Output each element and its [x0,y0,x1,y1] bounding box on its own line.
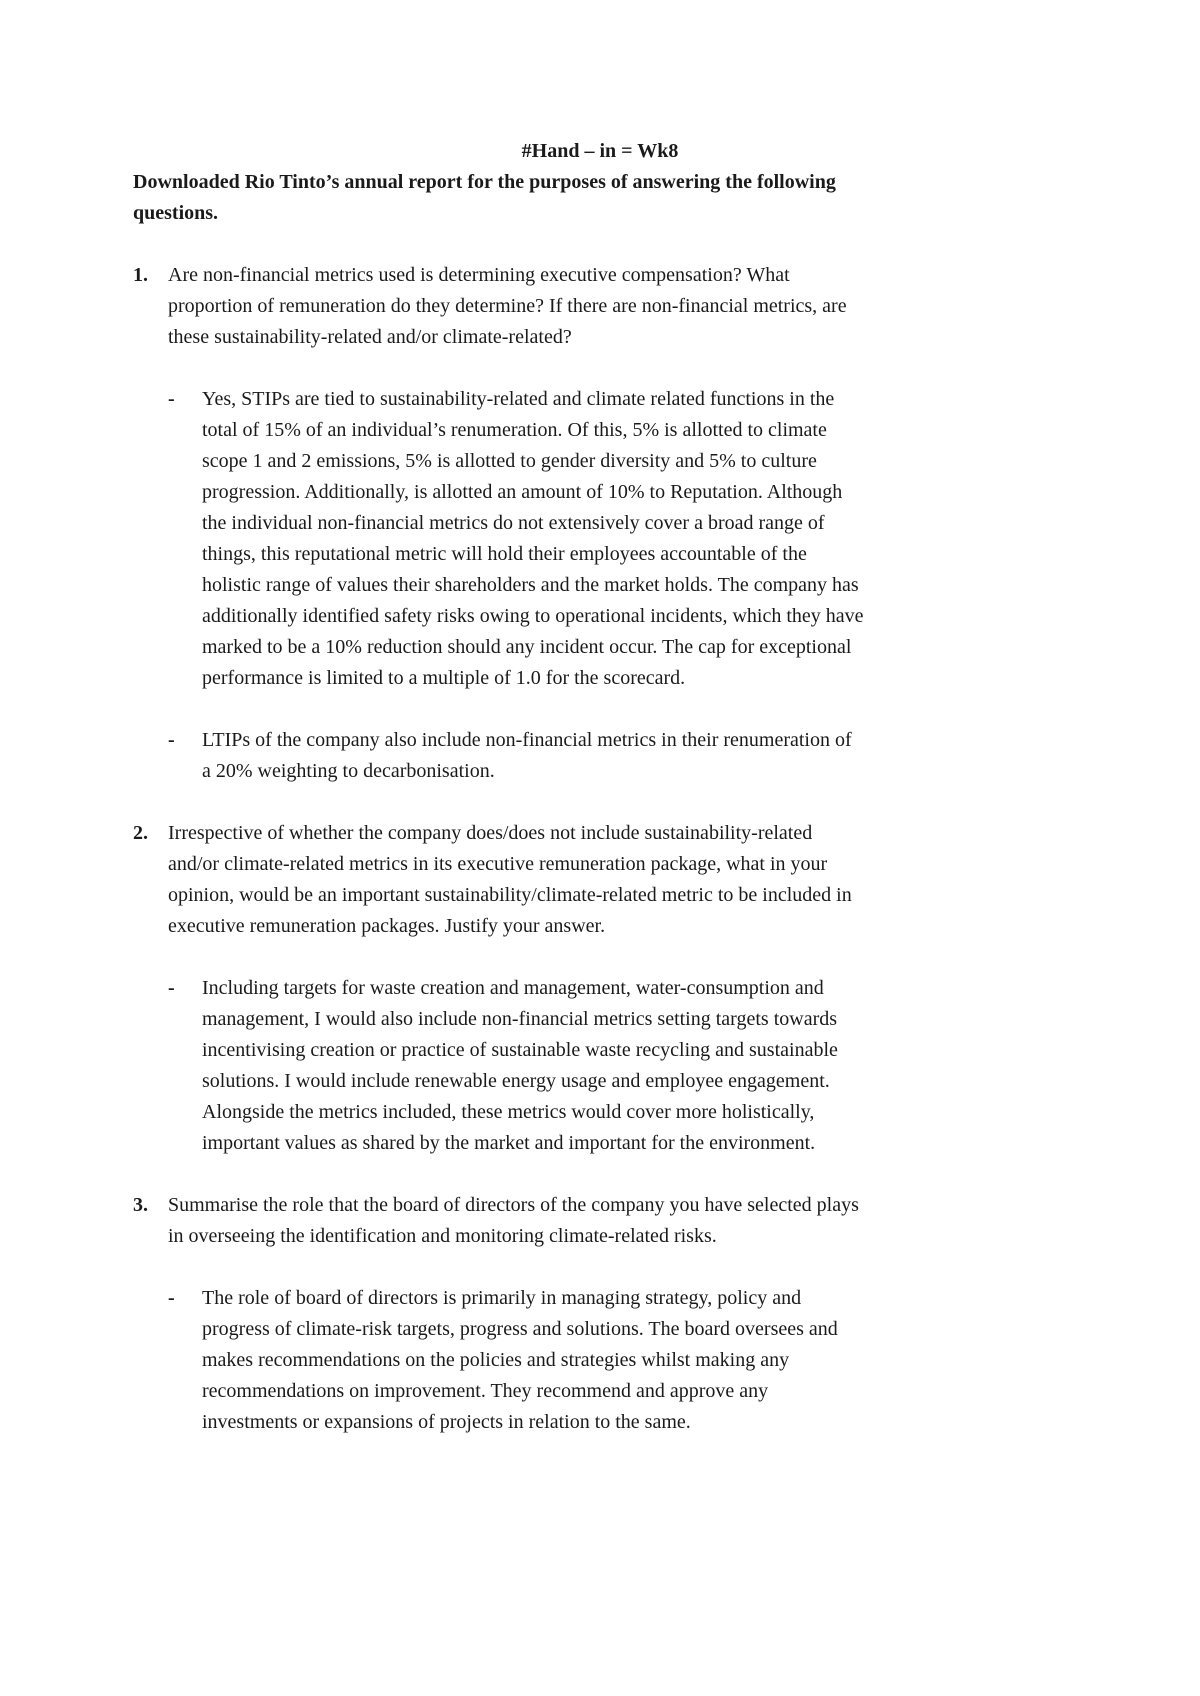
answer-text: progress of climate-risk targets, progress and solutions. The board oversees and [202,1318,838,1340]
question-line [0,322,1200,353]
answer-text: Including targets for waste creation and management, water-consumption and [202,977,824,999]
answer-text: Alongside the metrics included, these metrics would cover more holistically, [202,1101,815,1123]
question-text: executive remuneration packages. Justify your answer. [168,915,606,937]
heading-line-1: Downloaded Rio Tinto’s annual report for the purposes of answering the following [133,171,836,193]
answer-line [0,1283,1200,1314]
bullet-dash: - [168,1287,175,1309]
answer-text: The role of board of directors is primarily in managing strategy, policy and [202,1287,802,1309]
spacer [0,1159,1200,1190]
answer-text: holistic range of values their shareholders and the market holds. The company has [202,574,859,596]
answer-line [0,415,1200,446]
bullet-dash: - [168,977,175,999]
answer-text: incentivising creation or practice of sustainable waste recycling and sustainable [202,1039,838,1061]
answer-text: a 20% weighting to decarbonisation. [202,760,495,782]
answer-text: Yes, STIPs are tied to sustainability-related and climate related functions in the [202,388,835,410]
heading-line-2: questions. [133,202,219,224]
document-page [0,136,1200,1438]
question-text: in overseeing the identification and monitoring climate-related risks. [168,1225,717,1247]
answer-line [0,1097,1200,1128]
spacer [0,942,1200,973]
answer-line [0,477,1200,508]
answer-line [0,1407,1200,1438]
question-line [0,849,1200,880]
answer-line [0,446,1200,477]
answer-line [0,601,1200,632]
answer-text: marked to be a 10% reduction should any incident occur. The cap for exceptional [202,636,852,658]
answer-line [0,508,1200,539]
answer-line [0,384,1200,415]
bullet-dash: - [168,729,175,751]
answer-line [0,1066,1200,1097]
answer-line [0,1376,1200,1407]
answer-line [0,663,1200,694]
answer-text: LTIPs of the company also include non-financial metrics in their renumeration of [202,729,852,751]
answer-line [0,1035,1200,1066]
answer-line [0,1128,1200,1159]
answer-line [0,1345,1200,1376]
answer-text: scope 1 and 2 emissions, 5% is allotted to gender diversity and 5% to culture [202,450,817,472]
question-text: and/or climate-related metrics in its executive remuneration package, what in your [168,853,828,875]
spacer [0,229,1200,260]
answer-text: makes recommendations on the policies and strategies whilst making any [202,1349,790,1371]
answer-text: the individual non-financial metrics do not extensively cover a broad range of [202,512,825,534]
spacer [0,787,1200,818]
question-number: 1. [133,264,148,286]
question-text: proportion of remuneration do they determine? If there are non-financial metrics, are [168,295,847,317]
spacer [0,1252,1200,1283]
answer-text: things, this reputational metric will hold their employees accountable of the [202,543,807,565]
answer-text: additionally identified safety risks owing to operational incidents, which they have [202,605,864,627]
answer-text: investments or expansions of projects in relation to the same. [202,1411,691,1433]
question-text: opinion, would be an important sustainability/climate-related metric to be included in [168,884,852,906]
spacer [0,694,1200,725]
question-line [0,1190,1200,1221]
answer-text: solutions. I would include renewable energy usage and employee engagement. [202,1070,830,1092]
answer-line [0,973,1200,1004]
answer-text: total of 15% of an individual’s renumeration. Of this, 5% is allotted to climate [202,419,827,441]
question-number: 3. [133,1194,148,1216]
answer-text: performance is limited to a multiple of 1.0 for the scorecard. [202,667,686,689]
answer-text: management, I would also include non-financial metrics setting targets towards [202,1008,838,1030]
question-text: these sustainability-related and/or climate-related? [168,326,572,348]
question-line [0,1221,1200,1252]
question-line [0,291,1200,322]
question-line [0,880,1200,911]
answer-line [0,539,1200,570]
question-text: Irrespective of whether the company does/does not include sustainability-related [168,822,813,844]
question-line [0,911,1200,942]
question-list [0,229,1200,1438]
answer-text: progression. Additionally, is allotted an amount of 10% to Reputation. Although [202,481,843,503]
question-text: Summarise the role that the board of directors of the company you have selected plays [168,1194,859,1216]
answer-text: important values as shared by the market and important for the environment. [202,1132,816,1154]
question-line [0,818,1200,849]
answer-line [0,570,1200,601]
document-title: #Hand – in = Wk8 [521,140,679,162]
answer-line [0,1004,1200,1035]
bullet-dash: - [168,388,175,410]
question-text: Are non-financial metrics used is determining executive compensation? What [168,264,790,286]
question-line [0,260,1200,291]
question-number: 2. [133,822,148,844]
spacer [0,353,1200,384]
answer-line [0,725,1200,756]
answer-text: recommendations on improvement. They recommend and approve any [202,1380,769,1402]
answer-line [0,632,1200,663]
answer-line [0,1314,1200,1345]
answer-line [0,756,1200,787]
